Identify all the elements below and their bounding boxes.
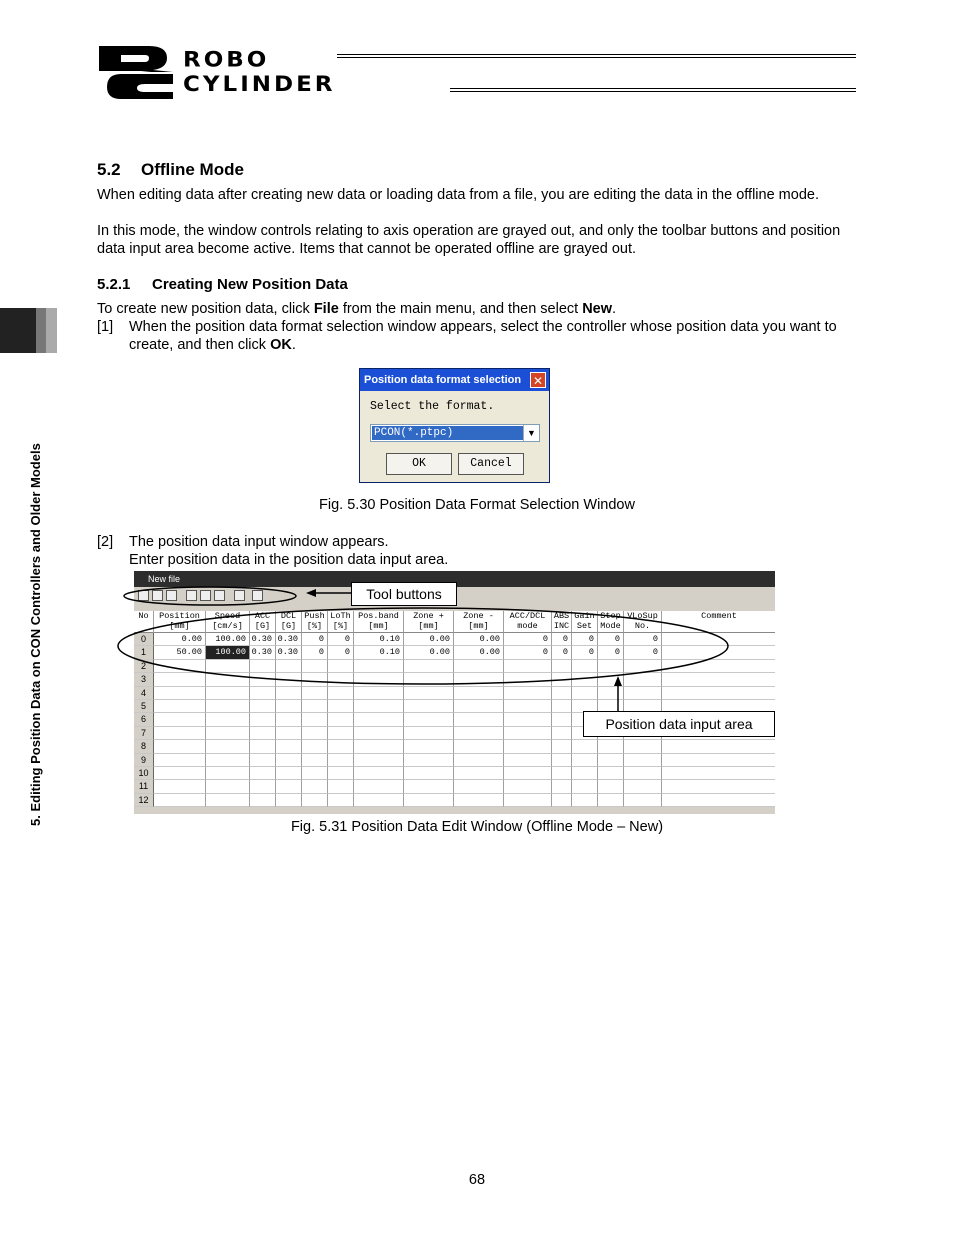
step-2-line-1: The position data input window appears.: [129, 534, 389, 550]
row-number: 9: [134, 754, 154, 767]
format-select-value: PCON(*.ptpc): [372, 426, 524, 440]
dialog-label: Select the format.: [370, 400, 495, 413]
table-cell[interactable]: 0.10: [354, 633, 404, 646]
row-number: 11: [134, 780, 154, 793]
subsection-number: 5.2.1: [97, 276, 131, 293]
cancel-button[interactable]: Cancel: [458, 453, 524, 475]
column-header: ACC/DCL mode: [504, 611, 552, 633]
table-cell[interactable]: 0: [328, 646, 354, 659]
row-number: 4: [134, 687, 154, 700]
step-1-text: When the position data format selection window appears, select the controller whose position data you want to create, and then click OK.: [129, 319, 837, 353]
row-number: 1: [134, 646, 154, 659]
table-cell[interactable]: 0: [598, 633, 624, 646]
window-title: New file: [134, 571, 775, 587]
page-number: 68: [468, 1172, 486, 1188]
table-cell[interactable]: 50.00: [154, 646, 206, 659]
table-cell[interactable]: 0: [504, 646, 552, 659]
table-cell[interactable]: 0.00: [404, 633, 454, 646]
tool-buttons-callout: Tool buttons: [351, 582, 457, 606]
dialog-title: Position data format selection: [360, 369, 549, 391]
toolbar-callout-arrowhead: [306, 589, 316, 597]
step-2-line-2: Enter position data in the position data input area.: [129, 552, 449, 568]
chapter-side-title: 5. Editing Position Data on CON Controllers and Older Models: [28, 443, 43, 826]
table-cell[interactable]: 0.00: [404, 646, 454, 659]
column-header: DCL [G]: [276, 611, 302, 633]
row-number: 3: [134, 673, 154, 686]
table-cell[interactable]: 0.00: [154, 633, 206, 646]
table-cell[interactable]: 0: [302, 646, 328, 659]
table-cell[interactable]: 0: [624, 646, 662, 659]
intro-paragraph-2: In this mode, the window controls relating to axis operation are grayed out, and only the toolbar buttons and position data input area become active. Items that cannot be operated offline are grayed out.: [97, 223, 841, 257]
input-area-highlight-ellipse: [118, 608, 728, 684]
table-cell[interactable]: 100.00: [206, 646, 250, 659]
column-header: Push [%]: [302, 611, 328, 633]
row-number: 5: [134, 700, 154, 713]
chevron-down-icon[interactable]: ▼: [523, 425, 539, 441]
table-cell[interactable]: 0.30: [250, 633, 276, 646]
row-number: 8: [134, 740, 154, 753]
row-number: 7: [134, 727, 154, 740]
column-header: Gain Set: [572, 611, 598, 633]
table-cell[interactable]: 0.00: [454, 646, 504, 659]
step-1-index: [1]: [97, 319, 114, 335]
table-cell[interactable]: 0.00: [454, 633, 504, 646]
row-number: 0: [134, 633, 154, 646]
row-number: 10: [134, 767, 154, 780]
input-callout-arrowhead: [614, 676, 622, 686]
ok-button[interactable]: OK: [386, 453, 452, 475]
table-cell[interactable]: 0.30: [276, 646, 302, 659]
column-header: VLoSup No.: [624, 611, 662, 633]
column-header: Zone + [mm]: [404, 611, 454, 633]
robo-cylinder-logo-text: ROBO CYLINDER: [183, 48, 336, 97]
table-cell[interactable]: 0: [504, 633, 552, 646]
table-cell[interactable]: 100.00: [206, 633, 250, 646]
column-header: Pos.band [mm]: [354, 611, 404, 633]
column-header: No: [134, 611, 154, 633]
row-number: 2: [134, 660, 154, 673]
column-header: Speed [cm/s]: [206, 611, 250, 633]
table-cell[interactable]: 0.30: [250, 646, 276, 659]
column-header: ACC [G]: [250, 611, 276, 633]
column-header: LoTh [%]: [328, 611, 354, 633]
figure-1-caption: Fig. 5.30 Position Data Format Selection Window: [319, 497, 635, 513]
table-cell[interactable]: 0: [572, 646, 598, 659]
table-cell[interactable]: 0.30: [276, 633, 302, 646]
table-cell[interactable]: 0: [302, 633, 328, 646]
close-icon[interactable]: ✕: [530, 372, 546, 388]
column-header: Stop Mode: [598, 611, 624, 633]
subsection-title: Creating New Position Data: [152, 276, 348, 293]
table-cell[interactable]: 0: [328, 633, 354, 646]
column-header: Position [mm]: [154, 611, 206, 633]
column-header: Comment: [662, 611, 775, 633]
table-cell[interactable]: 0: [624, 633, 662, 646]
table-cell[interactable]: 0.10: [354, 646, 404, 659]
step-2-index: [2]: [97, 534, 114, 550]
row-number: 12: [134, 794, 154, 807]
subsection-intro: To create new position data, click File from the main menu, and then select New.: [97, 301, 617, 317]
column-header: Zone - [mm]: [454, 611, 504, 633]
table-cell[interactable]: 0: [552, 646, 572, 659]
intro-paragraph-1: When editing data after creating new data or loading data from a file, you are editing the data in the offline mode.: [97, 187, 819, 203]
table-cell[interactable]: 0: [572, 633, 598, 646]
table-cell[interactable]: 0: [552, 633, 572, 646]
figure-2-caption: Fig. 5.31 Position Data Edit Window (Offline Mode – New): [290, 819, 664, 835]
section-title: Offline Mode: [141, 160, 244, 179]
toolbar-highlight-ellipse: [124, 587, 296, 605]
input-area-callout: Position data input area: [583, 711, 775, 737]
column-header: ABS INC: [552, 611, 572, 633]
row-number: 6: [134, 713, 154, 726]
section-number: 5.2: [97, 160, 121, 179]
table-cell[interactable]: 0: [598, 646, 624, 659]
